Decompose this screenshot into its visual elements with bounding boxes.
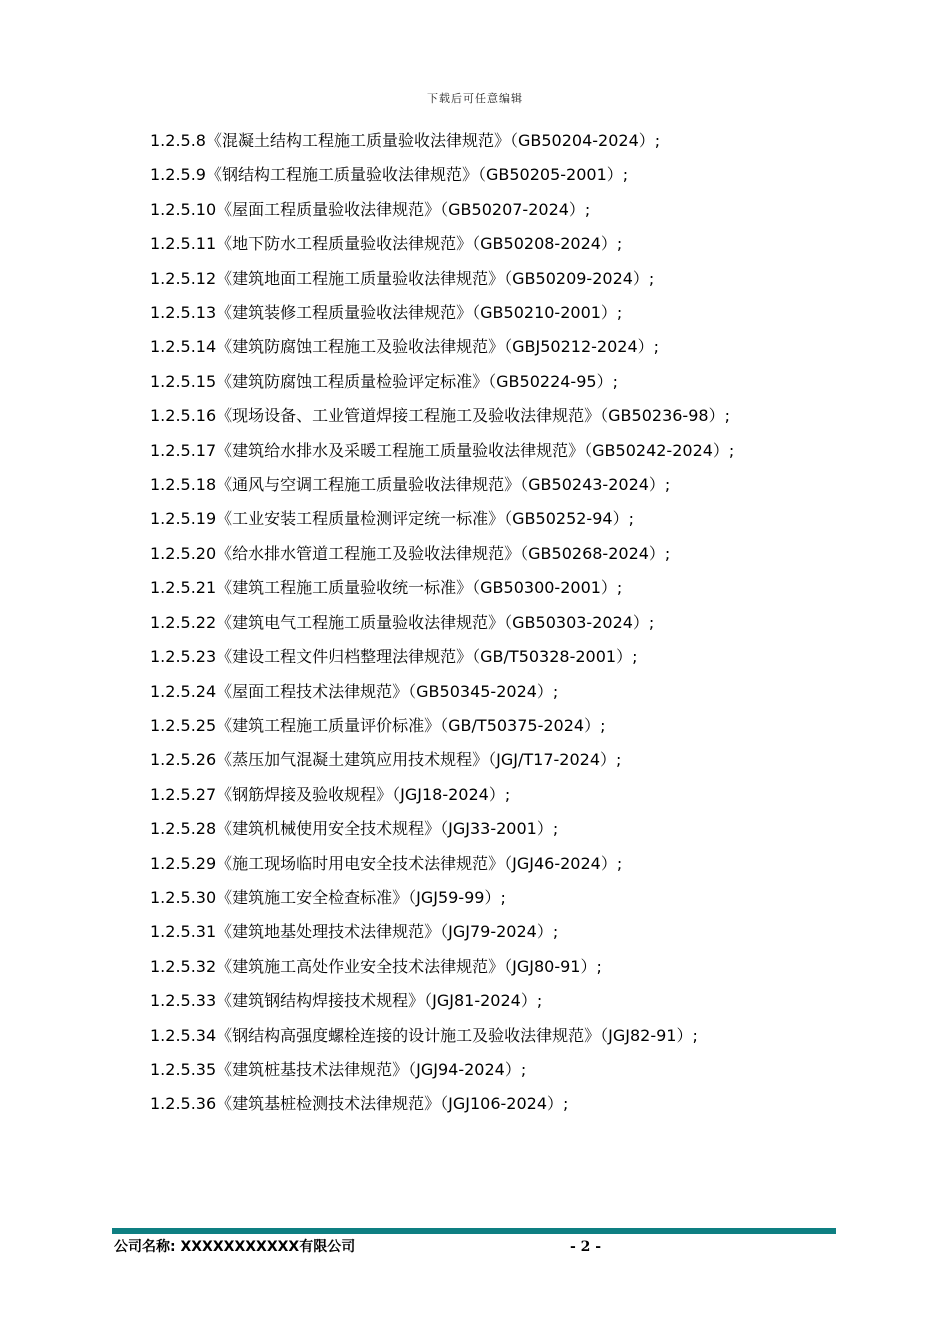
- list-item: 1.2.5.15《建筑防腐蚀工程质量检验评定标准》（GB50224-95）;: [150, 371, 618, 391]
- footer-company-name: 公司名称: XXXXXXXXXXX有限公司: [114, 1239, 356, 1255]
- list-item: 1.2.5.12《建筑地面工程施工质量验收法律规范》（GB50209-2024）;: [150, 268, 655, 288]
- list-item: 1.2.5.25《建筑工程施工质量评价标准》（GB/T50375-2024）;: [150, 715, 606, 735]
- page-header-note: 下载后可任意编辑: [427, 92, 523, 105]
- page-footer: [112, 1236, 836, 1258]
- list-item: 1.2.5.18《通风与空调工程施工质量验收法律规范》（GB50243-2024）;: [150, 475, 671, 495]
- page-number: - 2 -: [570, 1239, 602, 1255]
- list-item: 1.2.5.9《钢结构工程施工质量验收法律规范》（GB50205-2001）;: [150, 165, 629, 185]
- list-item: 1.2.5.31《建筑地基处理技术法律规范》（JGJ79-2024）;: [150, 922, 559, 942]
- list-item: 1.2.5.11《地下防水工程质量验收法律规范》（GB50208-2024）;: [150, 234, 623, 254]
- list-item: 1.2.5.26《蒸压加气混凝土建筑应用技术规程》（JGJ/T17-2024）;: [150, 750, 622, 770]
- list-item: 1.2.5.8《混凝土结构工程施工质量验收法律规范》（GB50204-2024）;: [150, 131, 661, 150]
- list-item: 1.2.5.13《建筑装修工程质量验收法律规范》（GB50210-2001）;: [150, 303, 623, 323]
- list-item: 1.2.5.17《建筑给水排水及采暖工程施工质量验收法律规范》（GB50242-2024）;: [150, 440, 735, 460]
- list-item: 1.2.5.23《建设工程文件归档整理法律规范》（GB/T50328-2001）;: [150, 647, 638, 667]
- list-item: 1.2.5.29《施工现场临时用电安全技术法律规范》（JGJ46-2024）;: [150, 853, 623, 873]
- list-item: 1.2.5.34《钢结构高强度螺栓连接的设计施工及验收法律规范》（JGJ82-91）;: [150, 1025, 698, 1045]
- list-item: 1.2.5.28《建筑机械使用安全技术规程》（JGJ33-2001）;: [150, 819, 559, 839]
- footer-divider: [112, 1228, 836, 1234]
- list-item: 1.2.5.22《建筑电气工程施工质量验收法律规范》（GB50303-2024）;: [150, 612, 655, 632]
- list-item: 1.2.5.16《现场设备、工业管道焊接工程施工及验收法律规范》（GB50236-98）;: [150, 406, 730, 426]
- standards-list: [112, 124, 838, 1122]
- list-item: 1.2.5.10《屋面工程质量验收法律规范》（GB50207-2024）;: [150, 199, 591, 219]
- list-item: 1.2.5.24《屋面工程技术法律规范》（GB50345-2024）;: [150, 681, 559, 701]
- list-item: 1.2.5.14《建筑防腐蚀工程施工及验收法律规范》（GBJ50212-2024）;: [150, 337, 660, 357]
- list-item: 1.2.5.19《工业安装工程质量检测评定统一标准》（GB50252-94）;: [150, 509, 634, 529]
- list-item: 1.2.5.36《建筑基桩检测技术法律规范》（JGJ106-2024）;: [150, 1094, 569, 1114]
- list-item: 1.2.5.20《给水排水管道工程施工及验收法律规范》（GB50268-2024）;: [150, 543, 671, 563]
- list-item: 1.2.5.33《建筑钢结构焊接技术规程》（JGJ81-2024）;: [150, 991, 543, 1011]
- list-item: 1.2.5.21《建筑工程施工质量验收统一标准》（GB50300-2001）;: [150, 578, 623, 598]
- list-item: 1.2.5.27《钢筋焊接及验收规程》（JGJ18-2024）;: [150, 784, 511, 804]
- list-item: 1.2.5.30《建筑施工安全检查标准》（JGJ59-99）;: [150, 887, 506, 907]
- list-item: 1.2.5.35《建筑桩基技术法律规范》（JGJ94-2024）;: [150, 1059, 527, 1079]
- list-item: 1.2.5.32《建筑施工高处作业安全技术法律规范》（JGJ80-91）;: [150, 956, 602, 976]
